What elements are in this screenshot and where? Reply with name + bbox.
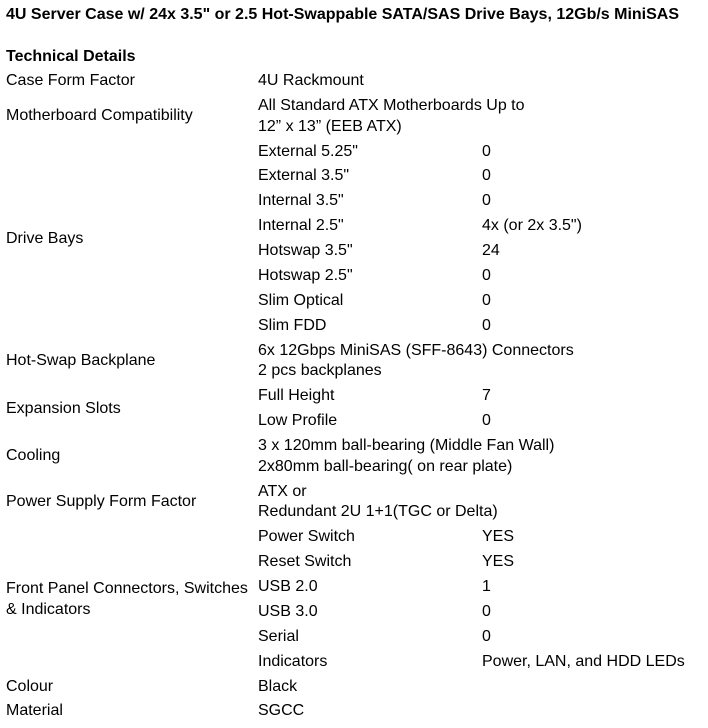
sub-value: YES <box>482 553 515 571</box>
table-row <box>4 434 704 480</box>
sub-value: 4x (or 2x 3.5") <box>482 217 582 235</box>
technical-details-table <box>4 69 704 724</box>
spec-value: SGCC <box>258 702 305 720</box>
spec-label-line: & Indicators <box>6 600 91 618</box>
sub-label: Reset Switch <box>258 553 352 571</box>
spec-value-line: 2x80mm ball-bearing( on rear plate) <box>258 457 513 475</box>
sub-label: Indicators <box>258 652 328 670</box>
sub-value: 0 <box>482 142 491 160</box>
sub-label: Slim FDD <box>258 316 327 334</box>
sub-value: Power, LAN, and HDD LEDs <box>482 652 685 670</box>
sub-value: 0 <box>482 266 491 284</box>
sub-label: Internal 3.5" <box>258 192 344 210</box>
sub-value: 0 <box>482 412 491 430</box>
table-row <box>4 525 704 550</box>
spec-value: Black <box>258 677 298 695</box>
sub-value: 0 <box>482 291 491 309</box>
sub-label: Internal 2.5" <box>258 217 344 235</box>
sub-value: 0 <box>482 627 491 645</box>
sub-value: 0 <box>482 316 491 334</box>
table-row <box>4 139 704 164</box>
spec-value <box>256 339 704 385</box>
spec-value-line: ATX or <box>258 482 307 500</box>
table-row <box>4 339 704 385</box>
table-row <box>4 94 704 140</box>
spec-label <box>4 525 256 674</box>
spec-value-line: All Standard ATX Motherboards Up to <box>258 96 525 114</box>
sub-label: Serial <box>258 627 299 645</box>
table-row <box>4 480 704 526</box>
spec-value-line: 6x 12Gbps MiniSAS (SFF-8643) Connectors <box>258 341 574 359</box>
section-heading: Technical Details <box>6 48 136 65</box>
table-row <box>4 675 704 700</box>
spec-label: Cooling <box>6 447 61 465</box>
spec-value <box>256 94 704 140</box>
spec-label: Case Form Factor <box>6 72 135 90</box>
spec-value-line: 2 pcs backplanes <box>258 362 382 380</box>
spec-label: Hot-Swap Backplane <box>6 352 156 369</box>
sub-label: Full Height <box>258 387 335 405</box>
sub-label: Hotswap 2.5" <box>258 266 353 284</box>
page-title: 4U Server Case w/ 24x 3.5" or 2.5 Hot-Swappable SATA/SAS Drive Bays, 12Gb/s MiniSAS <box>6 6 680 23</box>
sub-label: External 3.5" <box>258 167 350 185</box>
spec-value-line: Redundant 2U 1+1(TGC or Delta) <box>258 503 498 521</box>
sub-value: 24 <box>482 242 500 260</box>
spec-value <box>256 434 704 480</box>
sub-value: 0 <box>482 192 491 210</box>
spec-label: Expansion Slots <box>6 399 121 417</box>
sub-value: 7 <box>482 387 491 405</box>
sub-label: USB 3.0 <box>258 602 318 620</box>
spec-value: 4U Rackmount <box>258 72 364 90</box>
spec-label: Material <box>6 702 63 720</box>
spec-value <box>256 480 704 526</box>
spec-label: Colour <box>6 677 54 695</box>
table-row <box>4 69 704 94</box>
spec-value-line: 3 x 120mm ball-bearing (Middle Fan Wall) <box>258 436 555 454</box>
spec-label: Drive Bays <box>6 229 84 247</box>
sub-value: 1 <box>482 578 491 595</box>
table-row <box>4 699 704 724</box>
sub-label: External 5.25" <box>258 142 358 160</box>
spec-label: Motherboard Compatibility <box>6 107 193 125</box>
sub-label: Power Switch <box>258 528 355 546</box>
sub-value: 0 <box>482 167 491 185</box>
table-row <box>4 384 704 409</box>
sub-label: Slim Optical <box>258 291 344 309</box>
spec-label: Power Supply Form Factor <box>6 492 197 510</box>
sub-value: YES <box>482 528 515 546</box>
spec-label-line: Front Panel Connectors, Switches <box>6 580 248 598</box>
sub-value: 0 <box>482 602 491 620</box>
sub-label: Hotswap 3.5" <box>258 242 353 260</box>
sub-label: USB 2.0 <box>258 578 318 595</box>
sub-label: Low Profile <box>258 412 338 430</box>
spec-value-line: 12” x 13” (EEB ATX) <box>258 117 402 135</box>
